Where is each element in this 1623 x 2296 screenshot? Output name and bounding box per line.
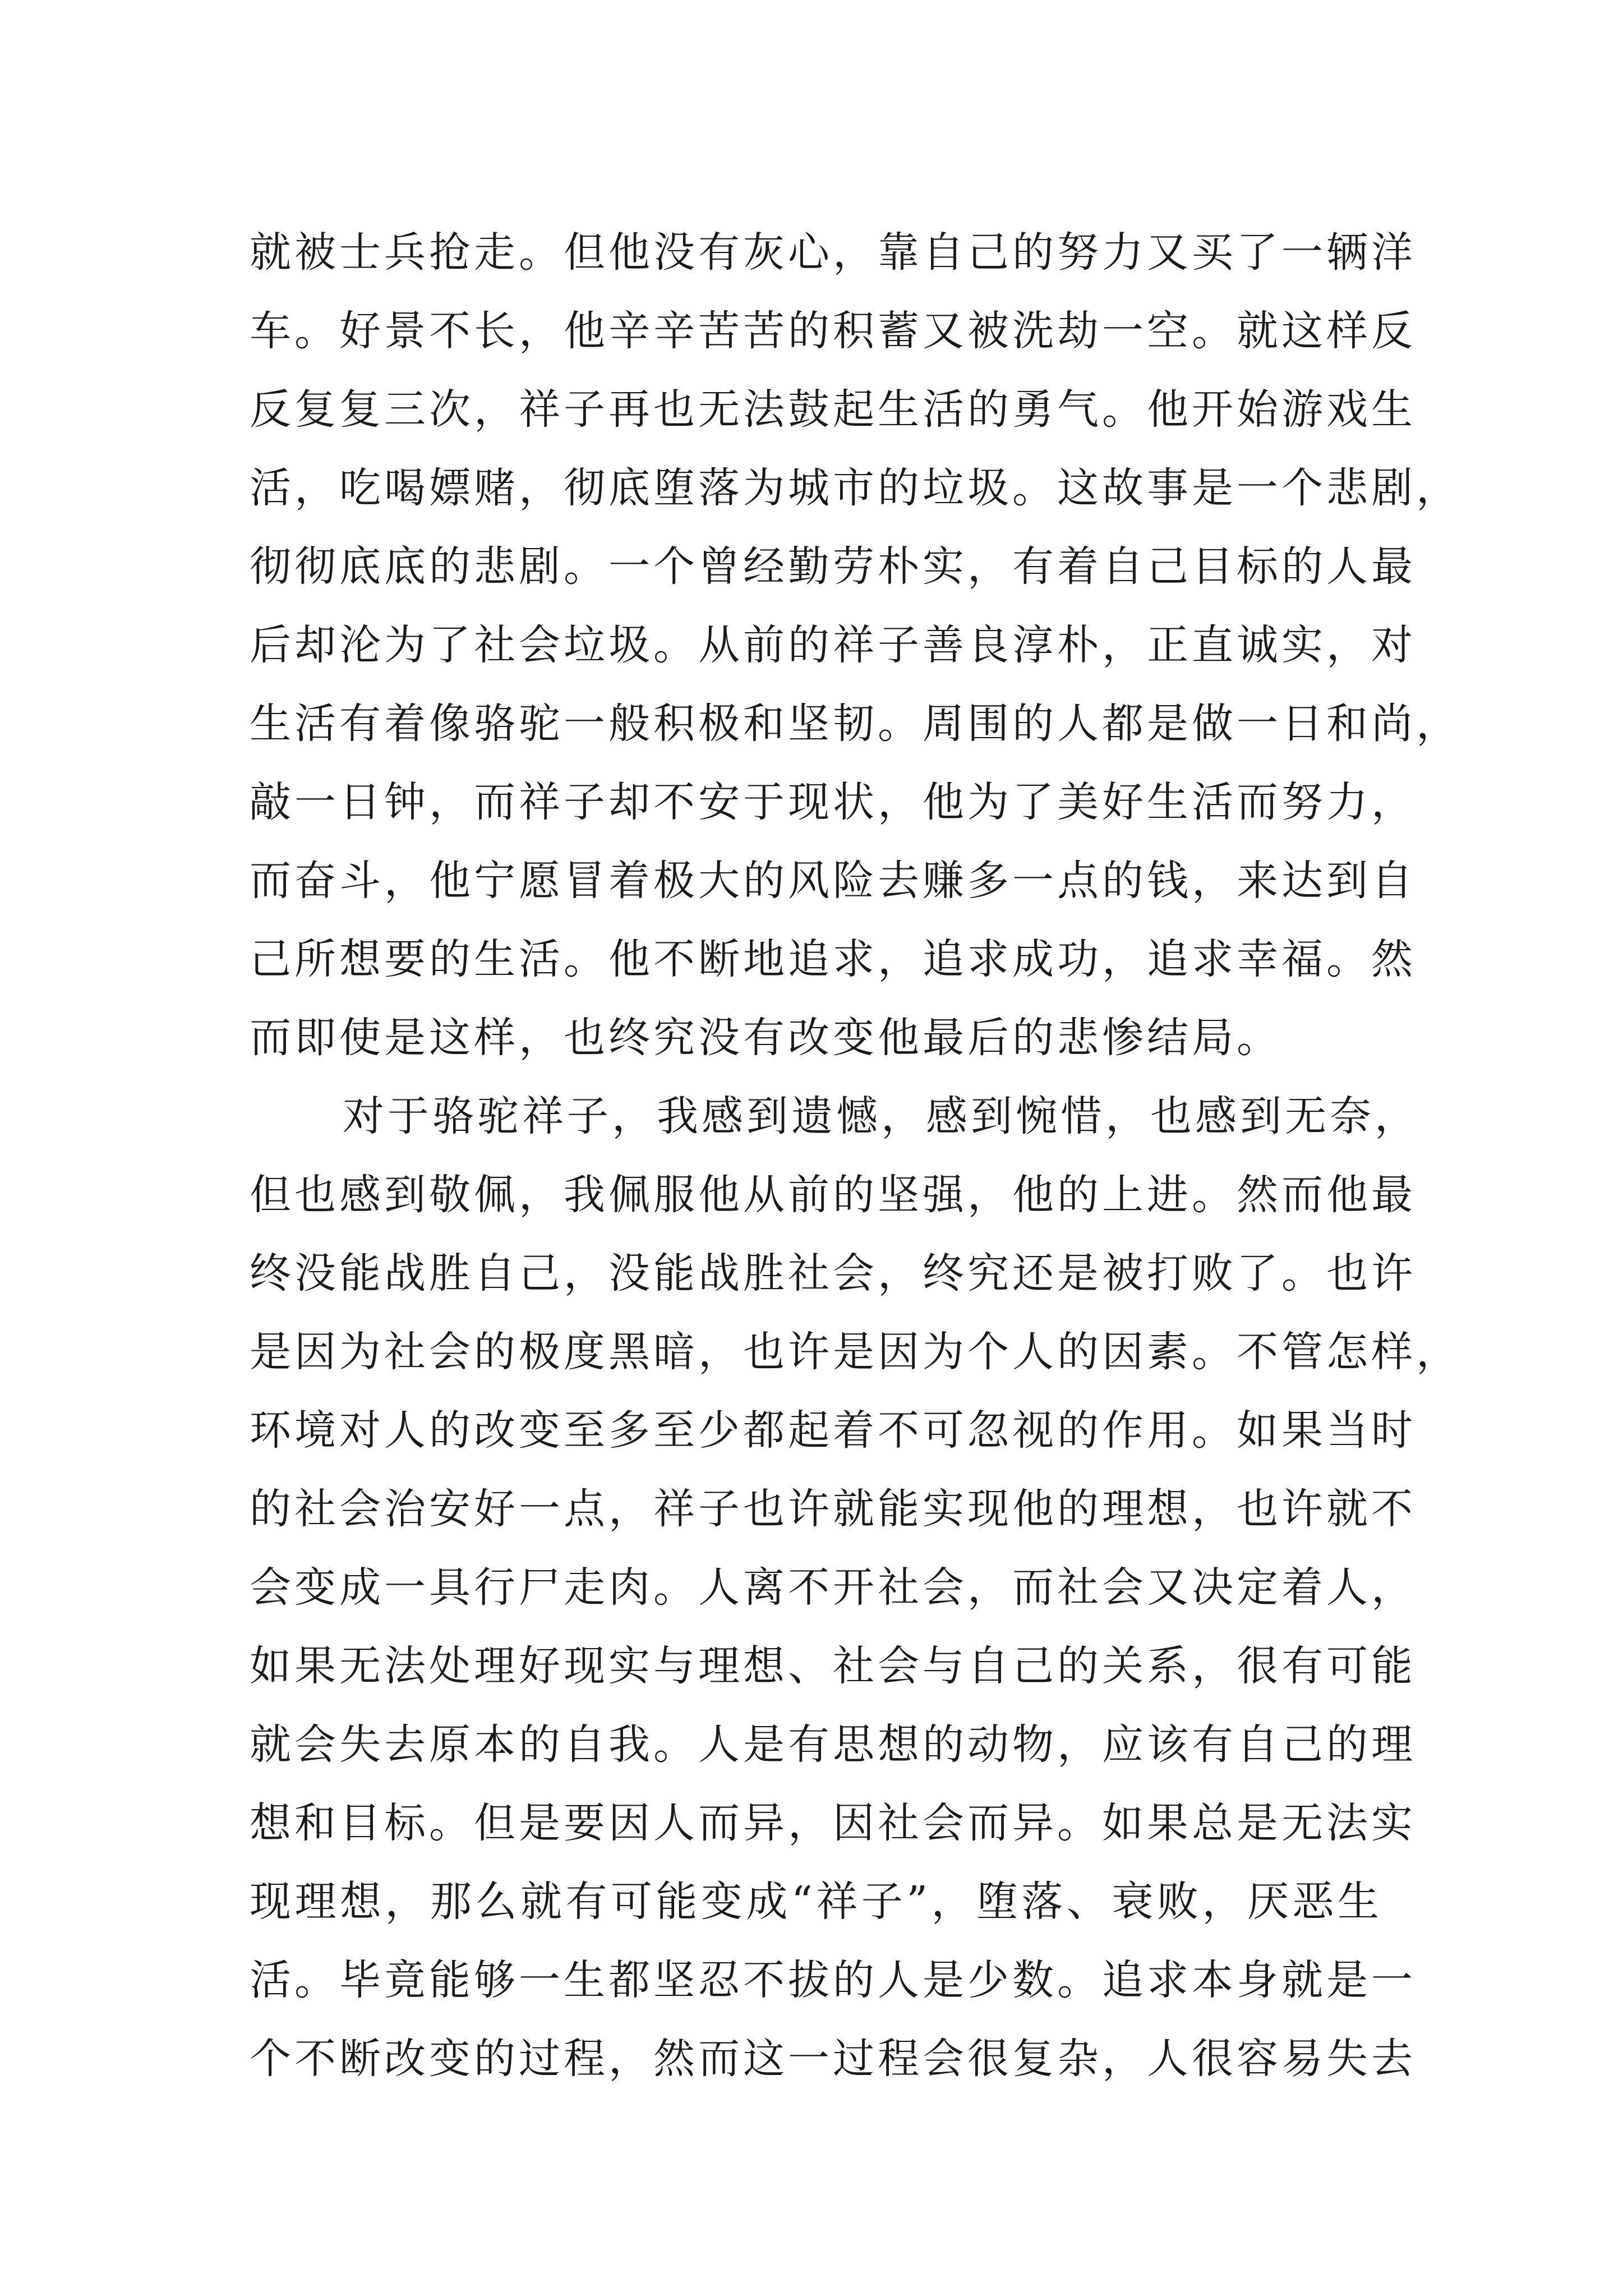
text-line: 反复复三次，祥子再也无法鼓起生活的勇气。他开始游戏生 — [250, 385, 1416, 434]
text-line: 终没能战胜自己，没能战胜社会，终究还是被打败了。也许 — [250, 1249, 1416, 1297]
text-line: 彻彻底底的悲剧。一个曾经勤劳朴实，有着自己目标的人最 — [250, 542, 1416, 591]
text-line: 活。毕竟能够一生都坚忍不拔的人是少数。追求本身就是一 — [250, 1956, 1416, 2004]
text-line: 的社会治安好一点，祥子也许就能实现他的理想，也许就不 — [250, 1485, 1416, 1533]
document-body — [250, 213, 1461, 2098]
text-line: 是因为社会的极度黑暗，也许是因为个人的因素。不管怎样， — [250, 1328, 1461, 1376]
text-line: 而奋斗，他宁愿冒着极大的风险去赚多一点的钱，来达到自 — [250, 857, 1416, 905]
text-line: 敲一日钟，而祥子却不安于现状，他为了美好生活而努力， — [250, 778, 1416, 826]
text-line: 如果无法处理好现实与理想、社会与自己的关系，很有可能 — [250, 1642, 1416, 1690]
text-line: 车。好景不长，他辛辛苦苦的积蓄又被洗劫一空。就这样反 — [250, 307, 1416, 355]
text-line: 就被士兵抢走。但他没有灰心，靠自己的努力又买了一辆洋 — [250, 228, 1416, 277]
text-line: 生活有着像骆驼一般积极和坚韧。周围的人都是做一日和尚， — [250, 700, 1461, 748]
text-line: 现理想，那么就有可能变成“祥子”，堕落、衰败，厌恶生 — [250, 1878, 1382, 1926]
text-line: 但也感到敬佩，我佩服他从前的坚强，他的上进。然而他最 — [250, 1171, 1416, 1219]
text-line: 对于骆驼祥子，我感到遗憾，感到惋惜，也感到无奈， — [343, 1092, 1419, 1140]
text-line: 环境对人的改变至多至少都起着不可忽视的作用。如果当时 — [250, 1406, 1416, 1455]
text-line: 己所想要的生活。他不断地追求，追求成功，追求幸福。然 — [250, 935, 1416, 983]
paragraph-1 — [250, 213, 1461, 1077]
text-line: 后却沦为了社会垃圾。从前的祥子善良淳朴，正直诚实，对 — [250, 621, 1416, 669]
text-line: 会变成一具行尸走肉。人离不开社会，而社会又决定着人， — [250, 1563, 1416, 1612]
paragraph-2 — [250, 1077, 1461, 2098]
text-line: 活，吃喝嫖赌，彻底堕落为城市的垃圾。这故事是一个悲剧， — [250, 464, 1461, 512]
text-line: 想和目标。但是要因人而异，因社会而异。如果总是无法实 — [250, 1799, 1416, 1847]
text-line: 就会失去原本的自我。人是有思想的动物，应该有自己的理 — [250, 1720, 1416, 1769]
text-line: 个不断改变的过程，然而这一过程会很复杂，人很容易失去 — [250, 2035, 1416, 2083]
text-line: 而即使是这样，也终究没有改变他最后的悲惨结局。 — [250, 1014, 1281, 1062]
